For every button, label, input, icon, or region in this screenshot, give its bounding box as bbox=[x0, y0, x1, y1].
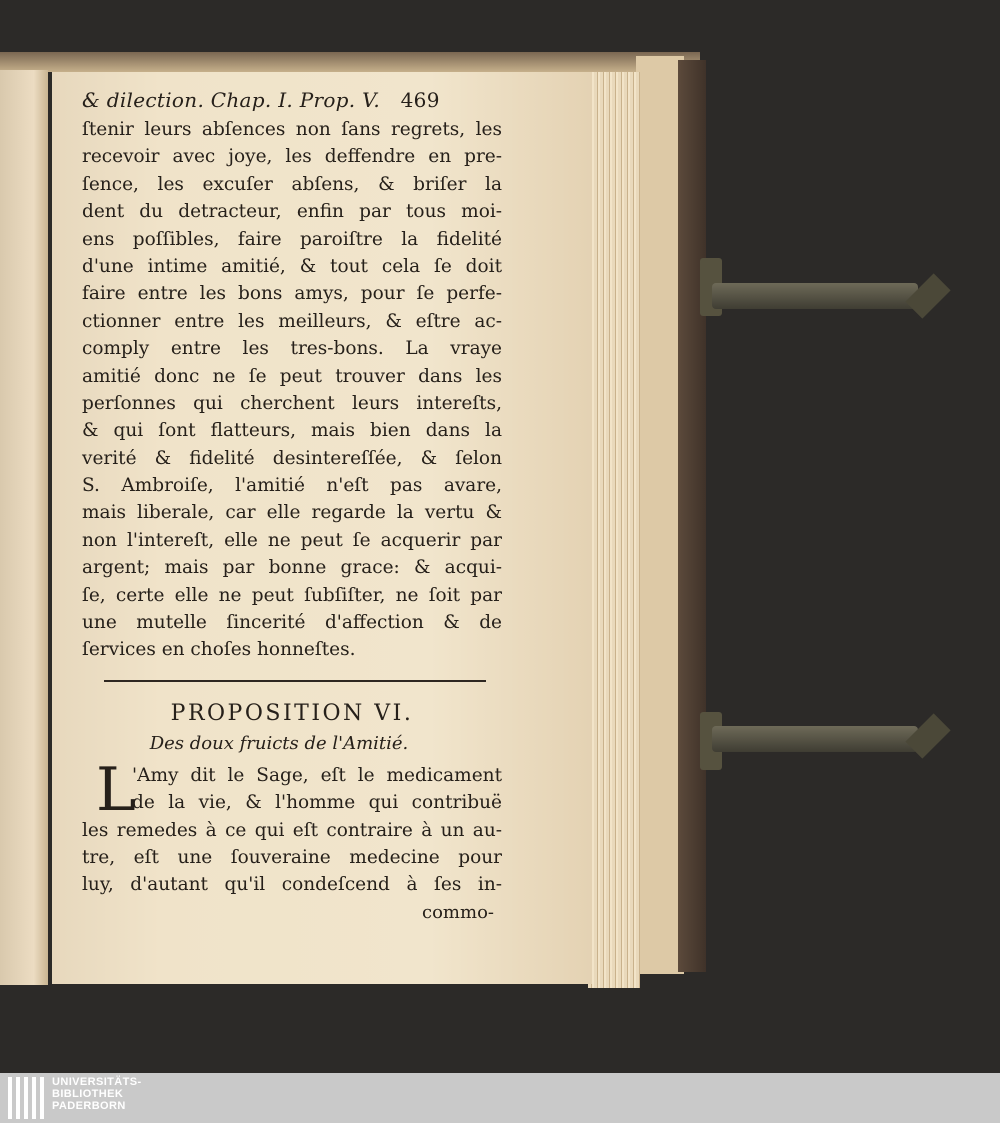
library-name-line: PADERBORN bbox=[52, 1100, 126, 1112]
running-title: & dilection. Chap. I. Prop. V. bbox=[82, 88, 380, 112]
book-cover-top-edge bbox=[0, 52, 700, 72]
text-line: non l'intereſt, elle ne peut ſe acquerir par bbox=[82, 529, 502, 551]
clasp-lower bbox=[712, 726, 918, 752]
drop-cap: L bbox=[96, 754, 136, 825]
text-line: de la vie, & l'homme qui contribuë bbox=[132, 792, 502, 814]
text-line: ſtenir leurs abſences non ſans regrets, les bbox=[82, 119, 502, 140]
text-line: ſervices en choſes honneſtes. bbox=[82, 639, 356, 661]
text-line: & qui ſont flatteurs, mais bien dans la bbox=[82, 420, 502, 442]
text-line: ſe, certe elle ne peut ſubſiſter, ne ſoit par bbox=[82, 584, 502, 606]
page-fore-edge bbox=[588, 72, 640, 988]
text-line: ſence, les excuſer abſens, & briſer la bbox=[82, 173, 502, 195]
back-cover-edge bbox=[678, 60, 706, 972]
text-line: d'une intime amitié, & tout cela ſe doit bbox=[82, 255, 502, 277]
text-line: comply entre les tres-bons. La vraye bbox=[82, 338, 502, 360]
text-line: recevoir avec joye, les deffendre en pre- bbox=[82, 146, 502, 168]
text-line: faire entre les bons amys, pour ſe perfe- bbox=[82, 283, 502, 305]
paragraph-2 bbox=[82, 754, 502, 927]
proposition-subtitle: Des doux fruicts de l'Amitié. bbox=[149, 732, 409, 754]
paragraph-1 bbox=[82, 116, 502, 664]
page-text bbox=[82, 84, 502, 927]
text-line: mais liberale, car elle regarde la vertu & bbox=[82, 502, 502, 524]
clasp-upper bbox=[712, 283, 918, 309]
text-line: 'Amy dit le Sage, eſt le medicament bbox=[132, 764, 502, 786]
text-line: S. Ambroiſe, l'amitié n'eſt pas avare, bbox=[82, 475, 502, 497]
footer-bar bbox=[0, 1073, 1000, 1123]
text-line: perſonnes qui cherchent leurs intereſts, bbox=[82, 392, 502, 414]
running-header bbox=[82, 84, 502, 116]
library-name-line: BIBLIOTHEK bbox=[52, 1088, 124, 1100]
back-cover-inner bbox=[636, 56, 684, 974]
proposition-title: PROPOSITION VI. bbox=[170, 700, 414, 726]
catchword: commo- bbox=[422, 901, 494, 923]
clasp-end-upper bbox=[905, 273, 950, 318]
library-name-line: UNIVERSITÄTS- bbox=[52, 1076, 142, 1088]
section-rule bbox=[104, 680, 486, 682]
text-line: tre, eſt une ſouveraine medecine pour bbox=[82, 846, 502, 868]
text-line: ctionner entre les meilleurs, & eſtre ac- bbox=[82, 310, 502, 332]
text-line: argent; mais par bonne grace: & acqui- bbox=[82, 557, 502, 579]
text-line: dent du detracteur, enfin par tous moi- bbox=[82, 201, 502, 223]
text-line: amitié donc ne ſe peut trouver dans les bbox=[82, 365, 502, 387]
text-line: luy, d'autant qu'il condeſcend à ſes in- bbox=[82, 874, 502, 896]
text-line: ens poſſibles, faire paroiſtre la fidelité bbox=[82, 228, 502, 250]
text-line: verité & fidelité desintereſſée, & ſelon bbox=[82, 447, 502, 469]
text-line: une mutelle ſincerité d'affection & de bbox=[82, 612, 502, 634]
library-logo-icon bbox=[8, 1077, 46, 1119]
library-name bbox=[52, 1076, 142, 1112]
page-number: 469 bbox=[400, 88, 440, 112]
text-line: les remedes à ce qui eſt contraire à un au- bbox=[82, 819, 502, 841]
